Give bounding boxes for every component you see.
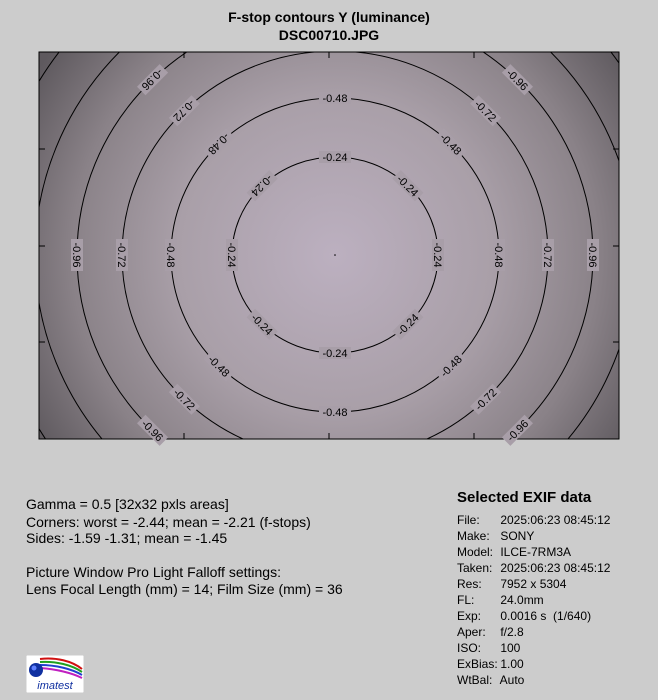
contour-label: -0.24 <box>322 152 348 164</box>
contour-label: -0.72 <box>473 386 500 414</box>
contour-label: -0.24 <box>248 171 275 199</box>
contour-label: -0.24 <box>431 242 443 268</box>
contour-label: -0.48 <box>322 93 348 105</box>
exif-key: Make: <box>457 529 490 543</box>
exif-value: 0.0016 s (1/640) <box>497 609 592 623</box>
contour-label: -0.48 <box>322 407 348 419</box>
contour-label: -0.24 <box>322 348 348 360</box>
exif-title: Selected EXIF data <box>457 489 592 506</box>
exif-row <box>457 545 571 559</box>
contour-label: -0.96 <box>138 65 165 93</box>
exif-key: File: <box>457 513 480 527</box>
contour-label: -0.48 <box>205 353 232 380</box>
exif-row <box>457 625 524 639</box>
center-marker <box>334 254 336 256</box>
contour-label: -0.96 <box>138 417 165 445</box>
exif-value: Auto <box>497 673 525 687</box>
contour-label: -0.96 <box>503 67 530 94</box>
contour-label: -0.24 <box>394 173 421 200</box>
exif-row <box>457 641 520 655</box>
contour-label: -0.48 <box>164 242 176 268</box>
pwp-settings-title: Picture Window Pro Light Falloff settings: <box>26 564 281 580</box>
contour-label: -0.96 <box>505 417 532 445</box>
chart-title: F-stop contours Y (luminance) <box>228 9 430 25</box>
exif-key: FL: <box>457 593 475 607</box>
exif-key: Taken: <box>457 561 493 575</box>
exif-value: 1.00 <box>497 657 524 671</box>
contour-label: -0.72 <box>170 386 197 414</box>
exif-row <box>457 657 524 671</box>
exif-value: ILCE-7RM3A <box>497 545 572 559</box>
contour-label: -0.24 <box>225 242 237 268</box>
contour-label: -0.48 <box>437 131 464 158</box>
exif-row <box>457 561 610 575</box>
exif-key: ExBias: <box>457 657 498 671</box>
contour-label: -0.72 <box>541 242 553 268</box>
exif-value: 100 <box>497 641 521 655</box>
imatest-logo <box>26 655 84 693</box>
exif-row <box>457 593 544 607</box>
exif-row <box>457 609 591 623</box>
contour-label: -0.72 <box>170 96 197 124</box>
exif-key: ISO: <box>457 641 482 655</box>
contour-label: -0.96 <box>586 242 598 268</box>
corners-text: Corners: worst = -2.44; mean = -2.21 (f-stops) <box>26 514 311 530</box>
exif-value: f/2.8 <box>497 625 524 639</box>
exif-key: Aper: <box>457 625 486 639</box>
svg-text:imatest: imatest <box>37 680 73 692</box>
exif-row <box>457 513 610 527</box>
exif-value: 2025:06:23 08:45:12 <box>497 561 611 575</box>
contour-label: -0.48 <box>438 353 465 380</box>
contour-label: -0.48 <box>492 242 504 268</box>
exif-value: 7952 x 5304 <box>497 577 567 591</box>
exif-row <box>457 673 524 687</box>
exif-key: WtBal: <box>457 673 493 687</box>
exif-value: 2025:06:23 08:45:12 <box>497 513 611 527</box>
chart-subtitle-file: DSC00710.JPG <box>278 27 380 43</box>
pwp-settings-values: Lens Focal Length (mm) = 14; Film Size (mm) = 36 <box>26 581 343 597</box>
contour-label: -0.96 <box>70 242 82 268</box>
exif-key: Model: <box>457 545 494 559</box>
exif-value: SONY <box>497 529 535 543</box>
exif-row <box>457 577 566 591</box>
contour-label: -0.72 <box>115 242 127 268</box>
exif-value: 24.0mm <box>497 593 544 607</box>
exif-row <box>457 529 534 543</box>
contour-label: -0.72 <box>471 98 499 125</box>
exif-key: Exp: <box>457 609 482 623</box>
gamma-text: Gamma = 0.5 [32x32 pxls areas] <box>26 496 229 512</box>
exif-key: Res: <box>457 577 482 591</box>
contour-label: -0.24 <box>395 311 422 339</box>
contour-label: -0.24 <box>248 311 275 339</box>
contour-label: -0.48 <box>205 130 232 157</box>
sides-text: Sides: -1.59 -1.31; mean = -1.45 <box>26 530 228 546</box>
